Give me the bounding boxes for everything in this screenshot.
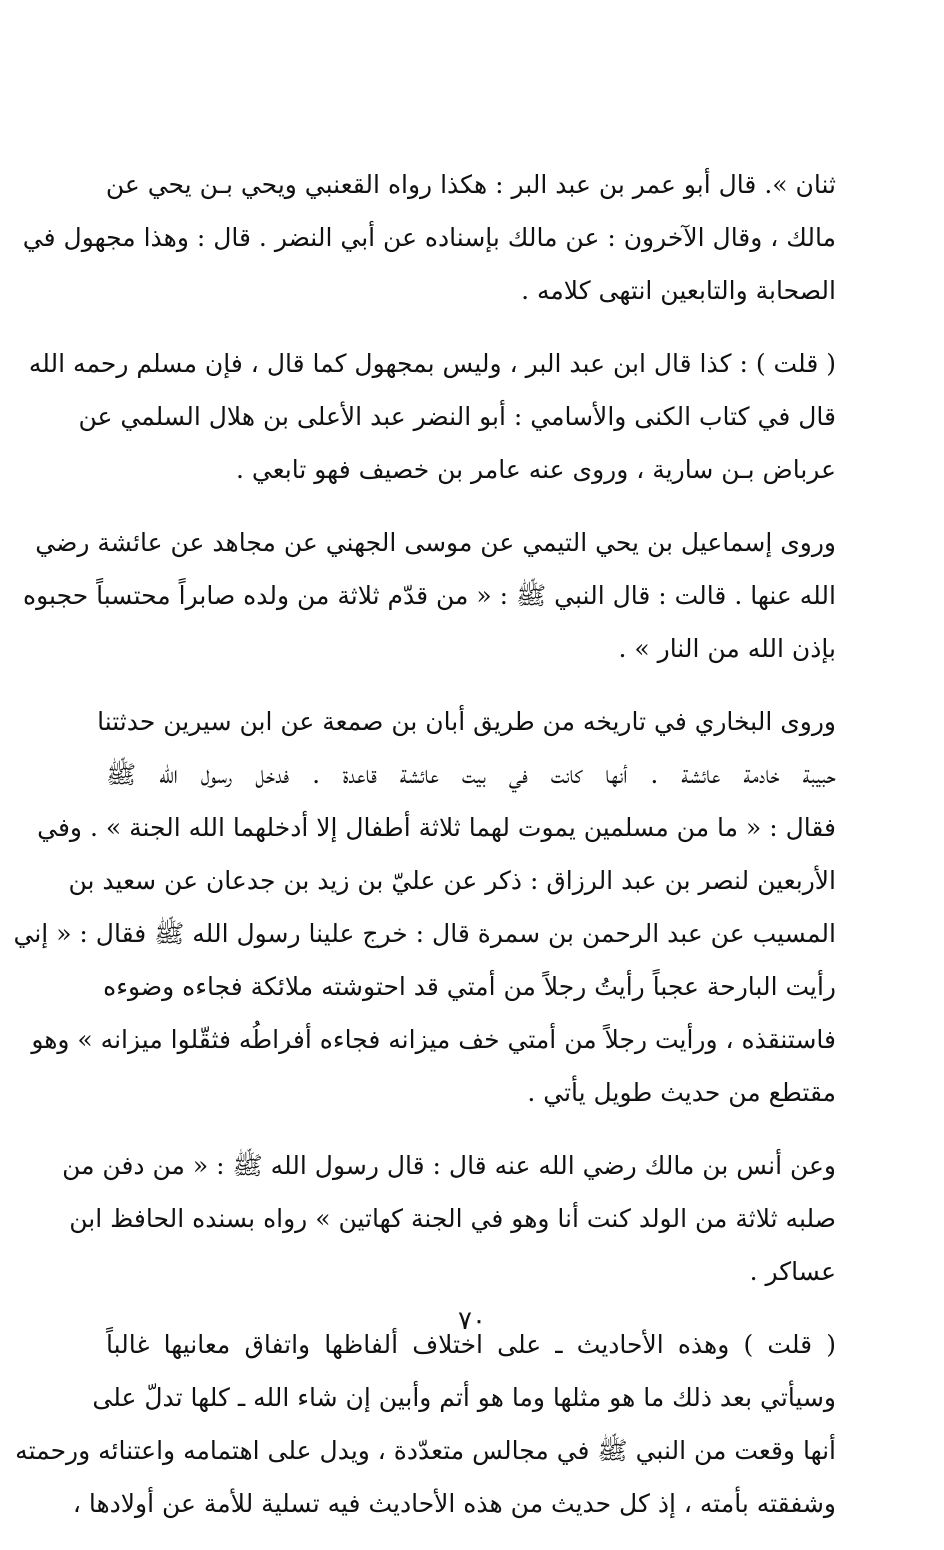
text-line: وسيأتي بعد ذلك ما هو مثلها وما هو أتم وأبين إن شاء الله ـ كلها تدلّ على [92, 1383, 836, 1412]
text-line: الصحابة والتابعين انتهى كلامه . [521, 276, 836, 305]
paragraph [13, 695, 836, 1119]
text-line: عساكر . [749, 1257, 836, 1286]
paragraph [62, 1139, 836, 1298]
text-line: المسيب عن عبد الرحمن بن سمرة قال : خرج علينا رسول الله ﷺ فقال : « إني [13, 919, 836, 948]
paragraph [23, 516, 836, 675]
text-line: فقال : « ما من مسلمين يموت لهما ثلاثة أطفال إلا أدخلهما الله الجنة » . وفي [37, 813, 836, 842]
page-number: ٧٠ [458, 1306, 486, 1336]
text-line: فاستنقذه ، ورأيت رجلاً من أمتي خف ميزانه فجاءه أفراطُه فثقّلوا ميزانه » وهو [31, 1025, 836, 1054]
text-line: وروى إسماعيل بن يحي التيمي عن موسى الجهني عن مجاهد عن عائشة رضي [35, 528, 836, 557]
text-line: بإذن الله من النار » . [618, 634, 836, 663]
text-line: وشفقته بأمته ، إذ كل حديث من هذه الأحاديث فيه تسلية للأمة عن أولادها ، [72, 1489, 836, 1518]
text-line: مالك ، وقال الآخرون : عن مالك بإسناده عن أبي النضر . قال : وهذا مجهول في [22, 223, 836, 252]
text-line: وروى البخاري في تاريخه من طريق أبان بن صمعة عن ابن سيرين حدثتنا [97, 707, 836, 736]
text-line: قال في كتاب الكنى والأسامي : أبو النضر عبد الأعلى بن هلال السلمي عن [78, 402, 836, 431]
paragraph [15, 1318, 836, 1530]
body-text [13, 158, 836, 1550]
paragraph [28, 337, 836, 496]
text-line: الله عنها . قالت : قال النبي ﷺ : « من قدّم ثلاثة من ولده صابراً محتسباً حجبوه [23, 581, 836, 610]
text-line: وعن أنس بن مالك رضي الله عنه قال : قال رسول الله ﷺ : « من دفن من [62, 1151, 836, 1180]
text-line: عرباض بـن سارية ، وروى عنه عامر بن خصيف فهو تابعي . [236, 455, 836, 484]
text-line: مقتطع من حديث طويل يأتي . [527, 1078, 836, 1107]
text-line: رأيت البارحة عجباً رأيتُ رجلاً من أمتي قد احتوشته ملائكة فجاءه وضوءه [103, 972, 836, 1001]
text-line: ( قلت ) : كذا قال ابن عبد البر ، وليس بمجهول كما قال ، فإن مسلم رحمه الله [28, 349, 836, 378]
text-line: حبيبة خادمة عائشة . أنها كانت في بيت عائشة قاعدة . فدخل رسول الله ﷺ [106, 760, 836, 789]
paragraph [22, 158, 836, 317]
text-line: أنها وقعت من النبي ﷺ في مجالس متعدّدة ، ويدل على اهتمامه واعتنائه ورحمته [15, 1436, 836, 1465]
text-line: صلبه ثلاثة من الولد كنت أنا وهو في الجنة كهاتين » رواه بسنده الحافظ ابن [69, 1204, 836, 1233]
text-line: ( قلت ) وهذه الأحاديث ـ على اختلاف ألفاظها واتفاق معانيها غالباً [106, 1330, 836, 1359]
text-line: ثنان ». قال أبو عمر بن عبد البر : هكذا رواه القعنبي ويحي بـن يحي عن [105, 170, 836, 199]
text-line: الأربعين لنصر بن عبد الرزاق : ذكر عن عليّ بن زيد بن جدعان عن سعيد بن [68, 866, 836, 895]
